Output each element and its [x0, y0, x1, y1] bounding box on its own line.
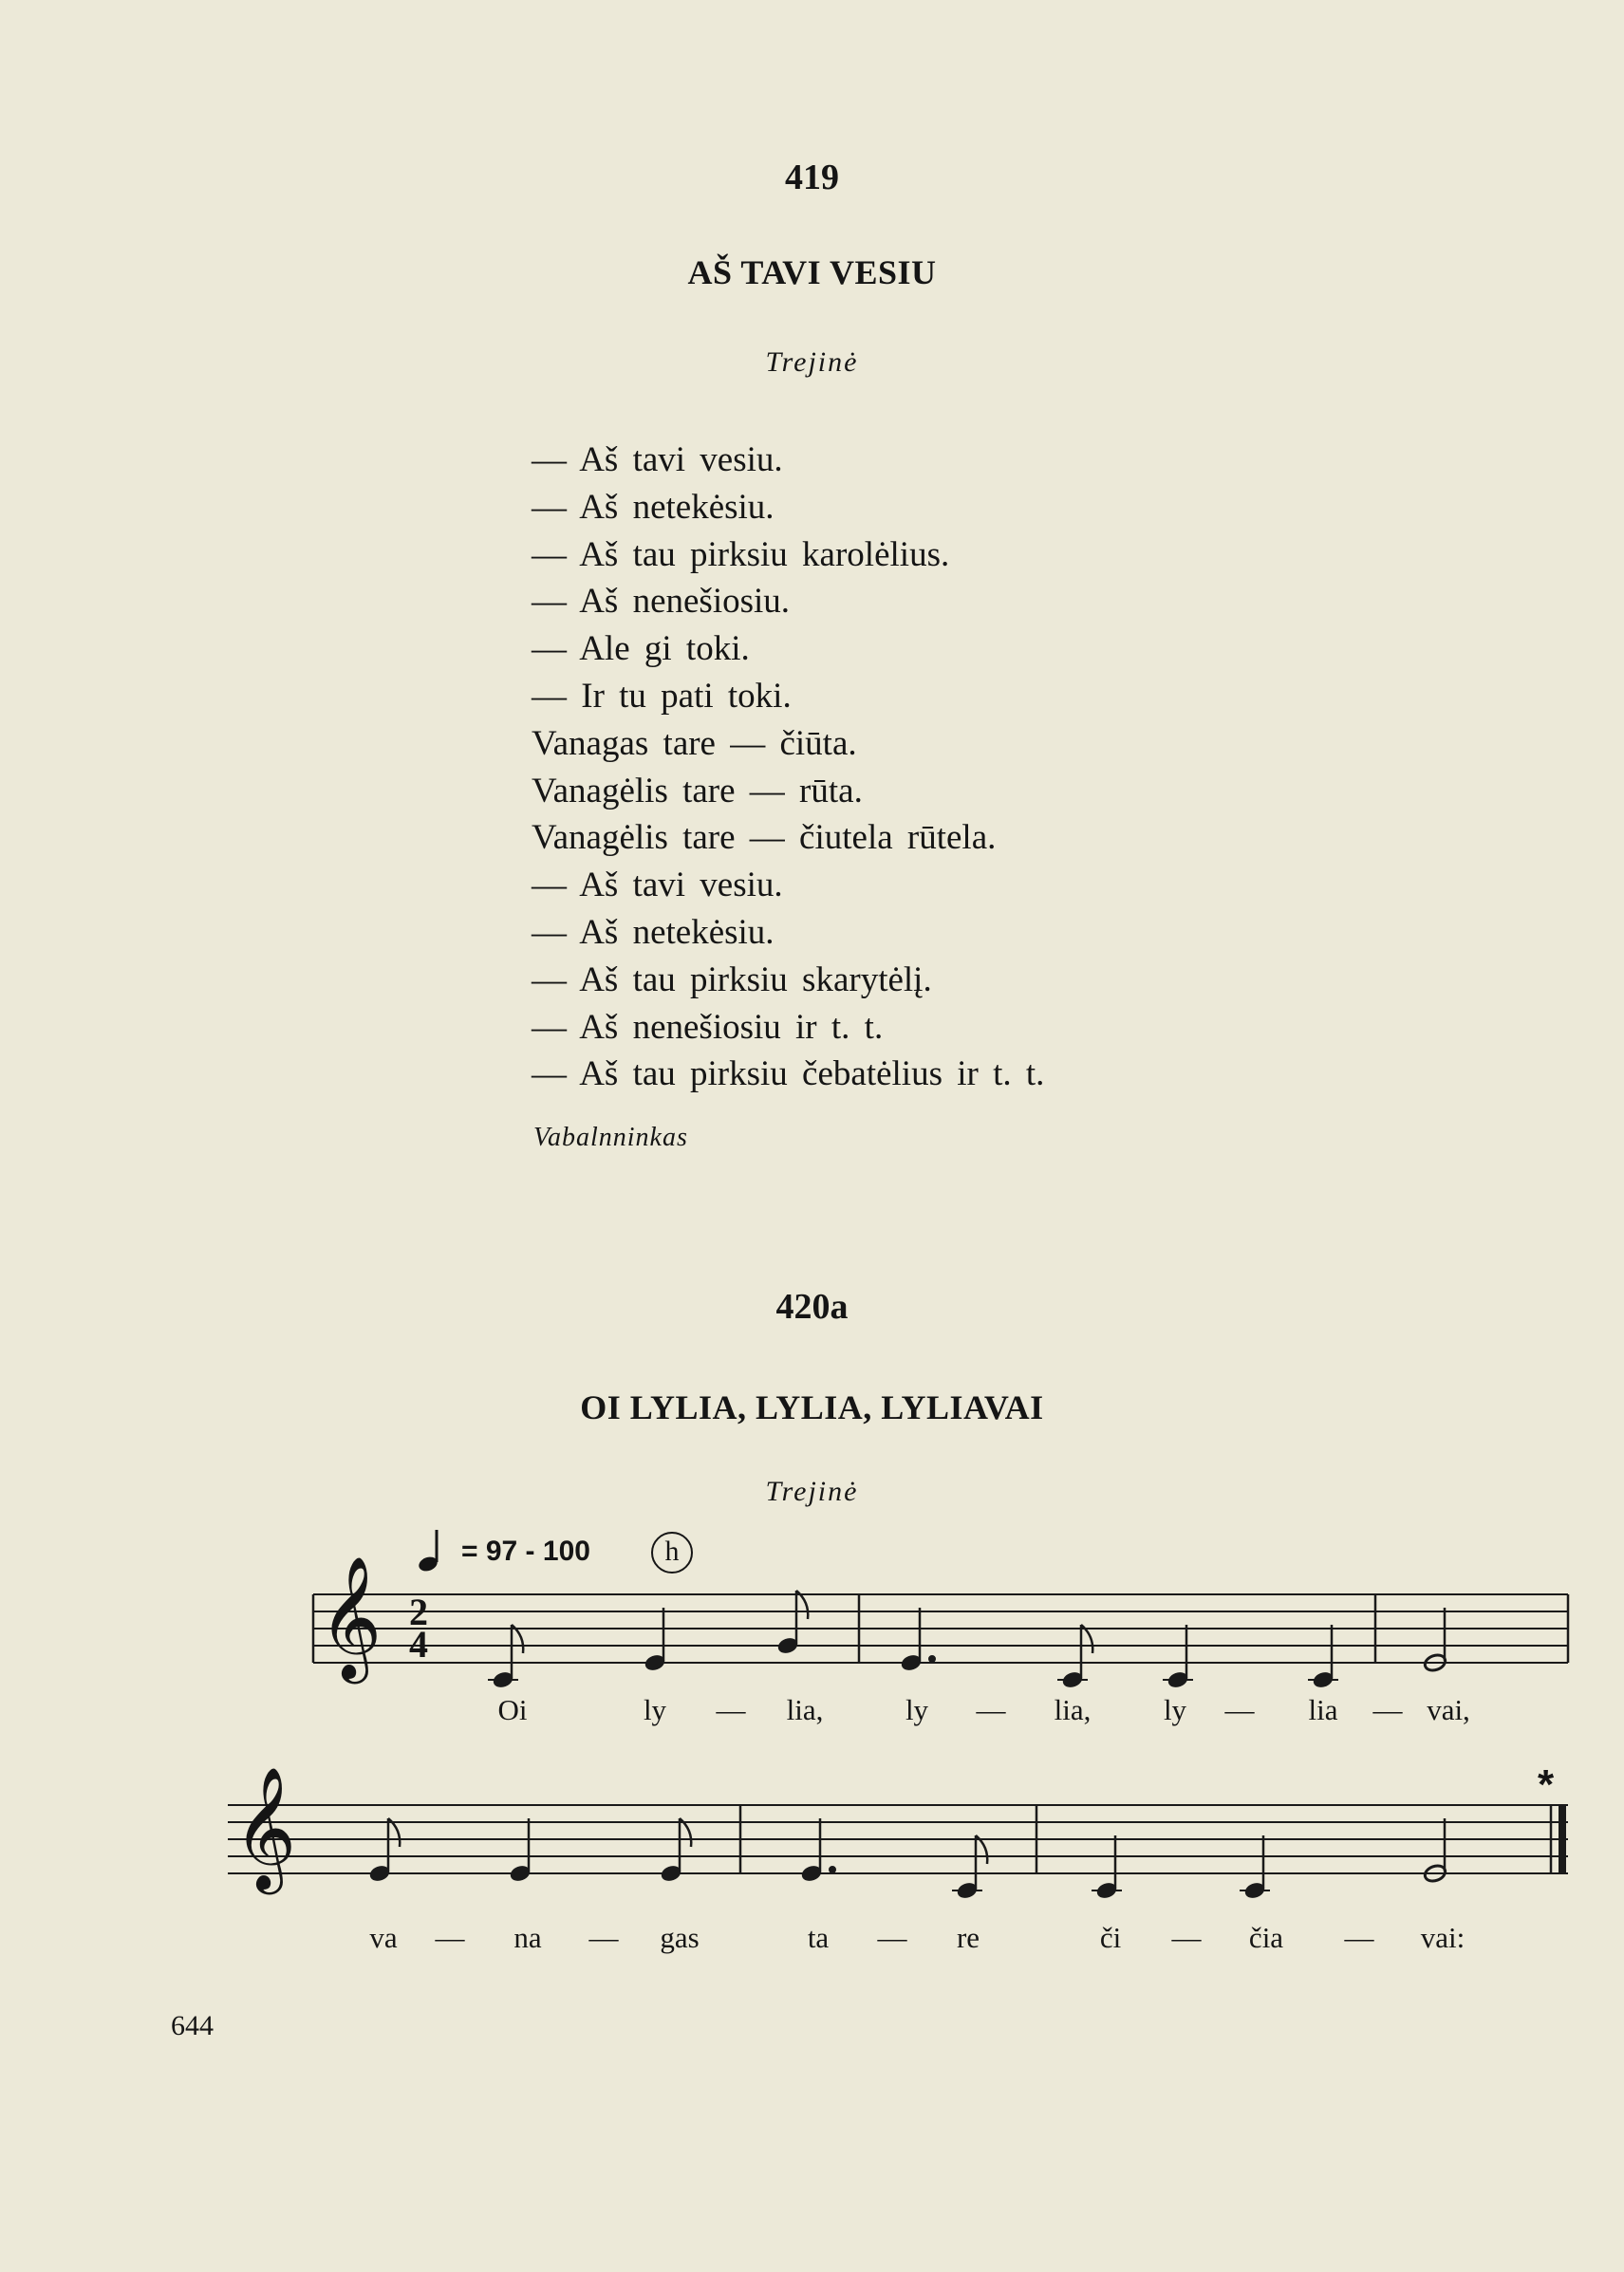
- syllable: re: [956, 1921, 980, 1954]
- lyric-line: — Aš tavi vesiu.: [532, 440, 783, 479]
- syllable: lia: [1308, 1693, 1338, 1726]
- song-419-lyrics: [532, 437, 1044, 1098]
- footnote-asterisk: *: [1538, 1761, 1555, 1808]
- page-number: 644: [171, 2010, 214, 2041]
- lyric-line: — Aš netekėsiu.: [532, 912, 775, 952]
- lyric-line: — Aš tau pirksiu karolėlius.: [532, 534, 950, 574]
- song-420a-genre: Trejinė: [765, 1476, 859, 1507]
- lyric-line: — Ale gi toki.: [532, 629, 750, 669]
- lyric-line: — Aš tavi vesiu.: [532, 866, 783, 905]
- song-419-number: 419: [785, 158, 839, 197]
- syllable: gas: [660, 1921, 700, 1954]
- lyric-line: — Aš netekėsiu.: [532, 487, 775, 527]
- music-staff-2: [0, 1761, 1624, 1966]
- syllable: čia: [1248, 1921, 1284, 1954]
- syllable: lia,: [1054, 1693, 1092, 1726]
- lyric-line: — Aš tau pirksiu skarytėlį.: [532, 959, 932, 999]
- syllable: ly: [905, 1693, 929, 1726]
- syllable: vai,: [1427, 1693, 1470, 1726]
- hyphen: —: [716, 1693, 746, 1726]
- syllable: ta: [807, 1921, 830, 1954]
- hyphen: —: [1372, 1693, 1403, 1726]
- lyric-line: Vanagas tare — čiūta.: [532, 723, 857, 763]
- hyphen: —: [435, 1921, 465, 1954]
- tempo-circle-symbol: h: [651, 1532, 693, 1574]
- hyphen: —: [1224, 1693, 1255, 1726]
- syllable: na: [513, 1921, 542, 1954]
- hyphen: —: [1344, 1921, 1374, 1954]
- hyphen: —: [976, 1693, 1006, 1726]
- lyric-line: — Aš nenešiosiu.: [532, 582, 791, 622]
- time-signature-bottom: 4: [409, 1623, 428, 1666]
- lyric-line: Vanagėlis tare — rūta.: [532, 771, 863, 810]
- syllable: ly: [1163, 1693, 1187, 1726]
- treble-clef-icon: 𝄞: [319, 1555, 383, 1679]
- song-419-place: Vabalnninkas: [533, 1123, 688, 1152]
- song-420a-title: OI LYLIA, LYLIA, LYLIAVAI: [580, 1388, 1044, 1426]
- lyric-line: — Aš tau pirksiu čebatėlius ir t. t.: [532, 1054, 1045, 1094]
- hyphen: —: [1171, 1921, 1202, 1954]
- song-419-title: AŠ TAVI VESIU: [687, 253, 937, 291]
- treble-clef-icon: 𝄞: [233, 1766, 297, 1890]
- song-420a-number: 420a: [775, 1287, 849, 1327]
- tempo-value: = 97 - 100: [461, 1536, 590, 1567]
- lyric-line: — Ir tu pati toki.: [532, 676, 792, 716]
- syllable: ly: [643, 1693, 667, 1726]
- lyric-line: Vanagėlis tare — čiutela rūtela.: [532, 818, 997, 858]
- syllable: Oi: [497, 1693, 528, 1726]
- syllable: vai:: [1420, 1921, 1465, 1954]
- time-signature-top: 2: [409, 1591, 428, 1633]
- syllable: lia,: [786, 1693, 824, 1726]
- syllable: či: [1099, 1921, 1122, 1954]
- music-staff-1: [0, 1556, 1624, 1746]
- hyphen: —: [588, 1921, 619, 1954]
- song-419-genre: Trejinė: [765, 346, 859, 378]
- syllable: va: [369, 1921, 398, 1954]
- hyphen: —: [877, 1921, 907, 1954]
- lyric-line: — Aš nenešiosiu ir t. t.: [532, 1007, 884, 1047]
